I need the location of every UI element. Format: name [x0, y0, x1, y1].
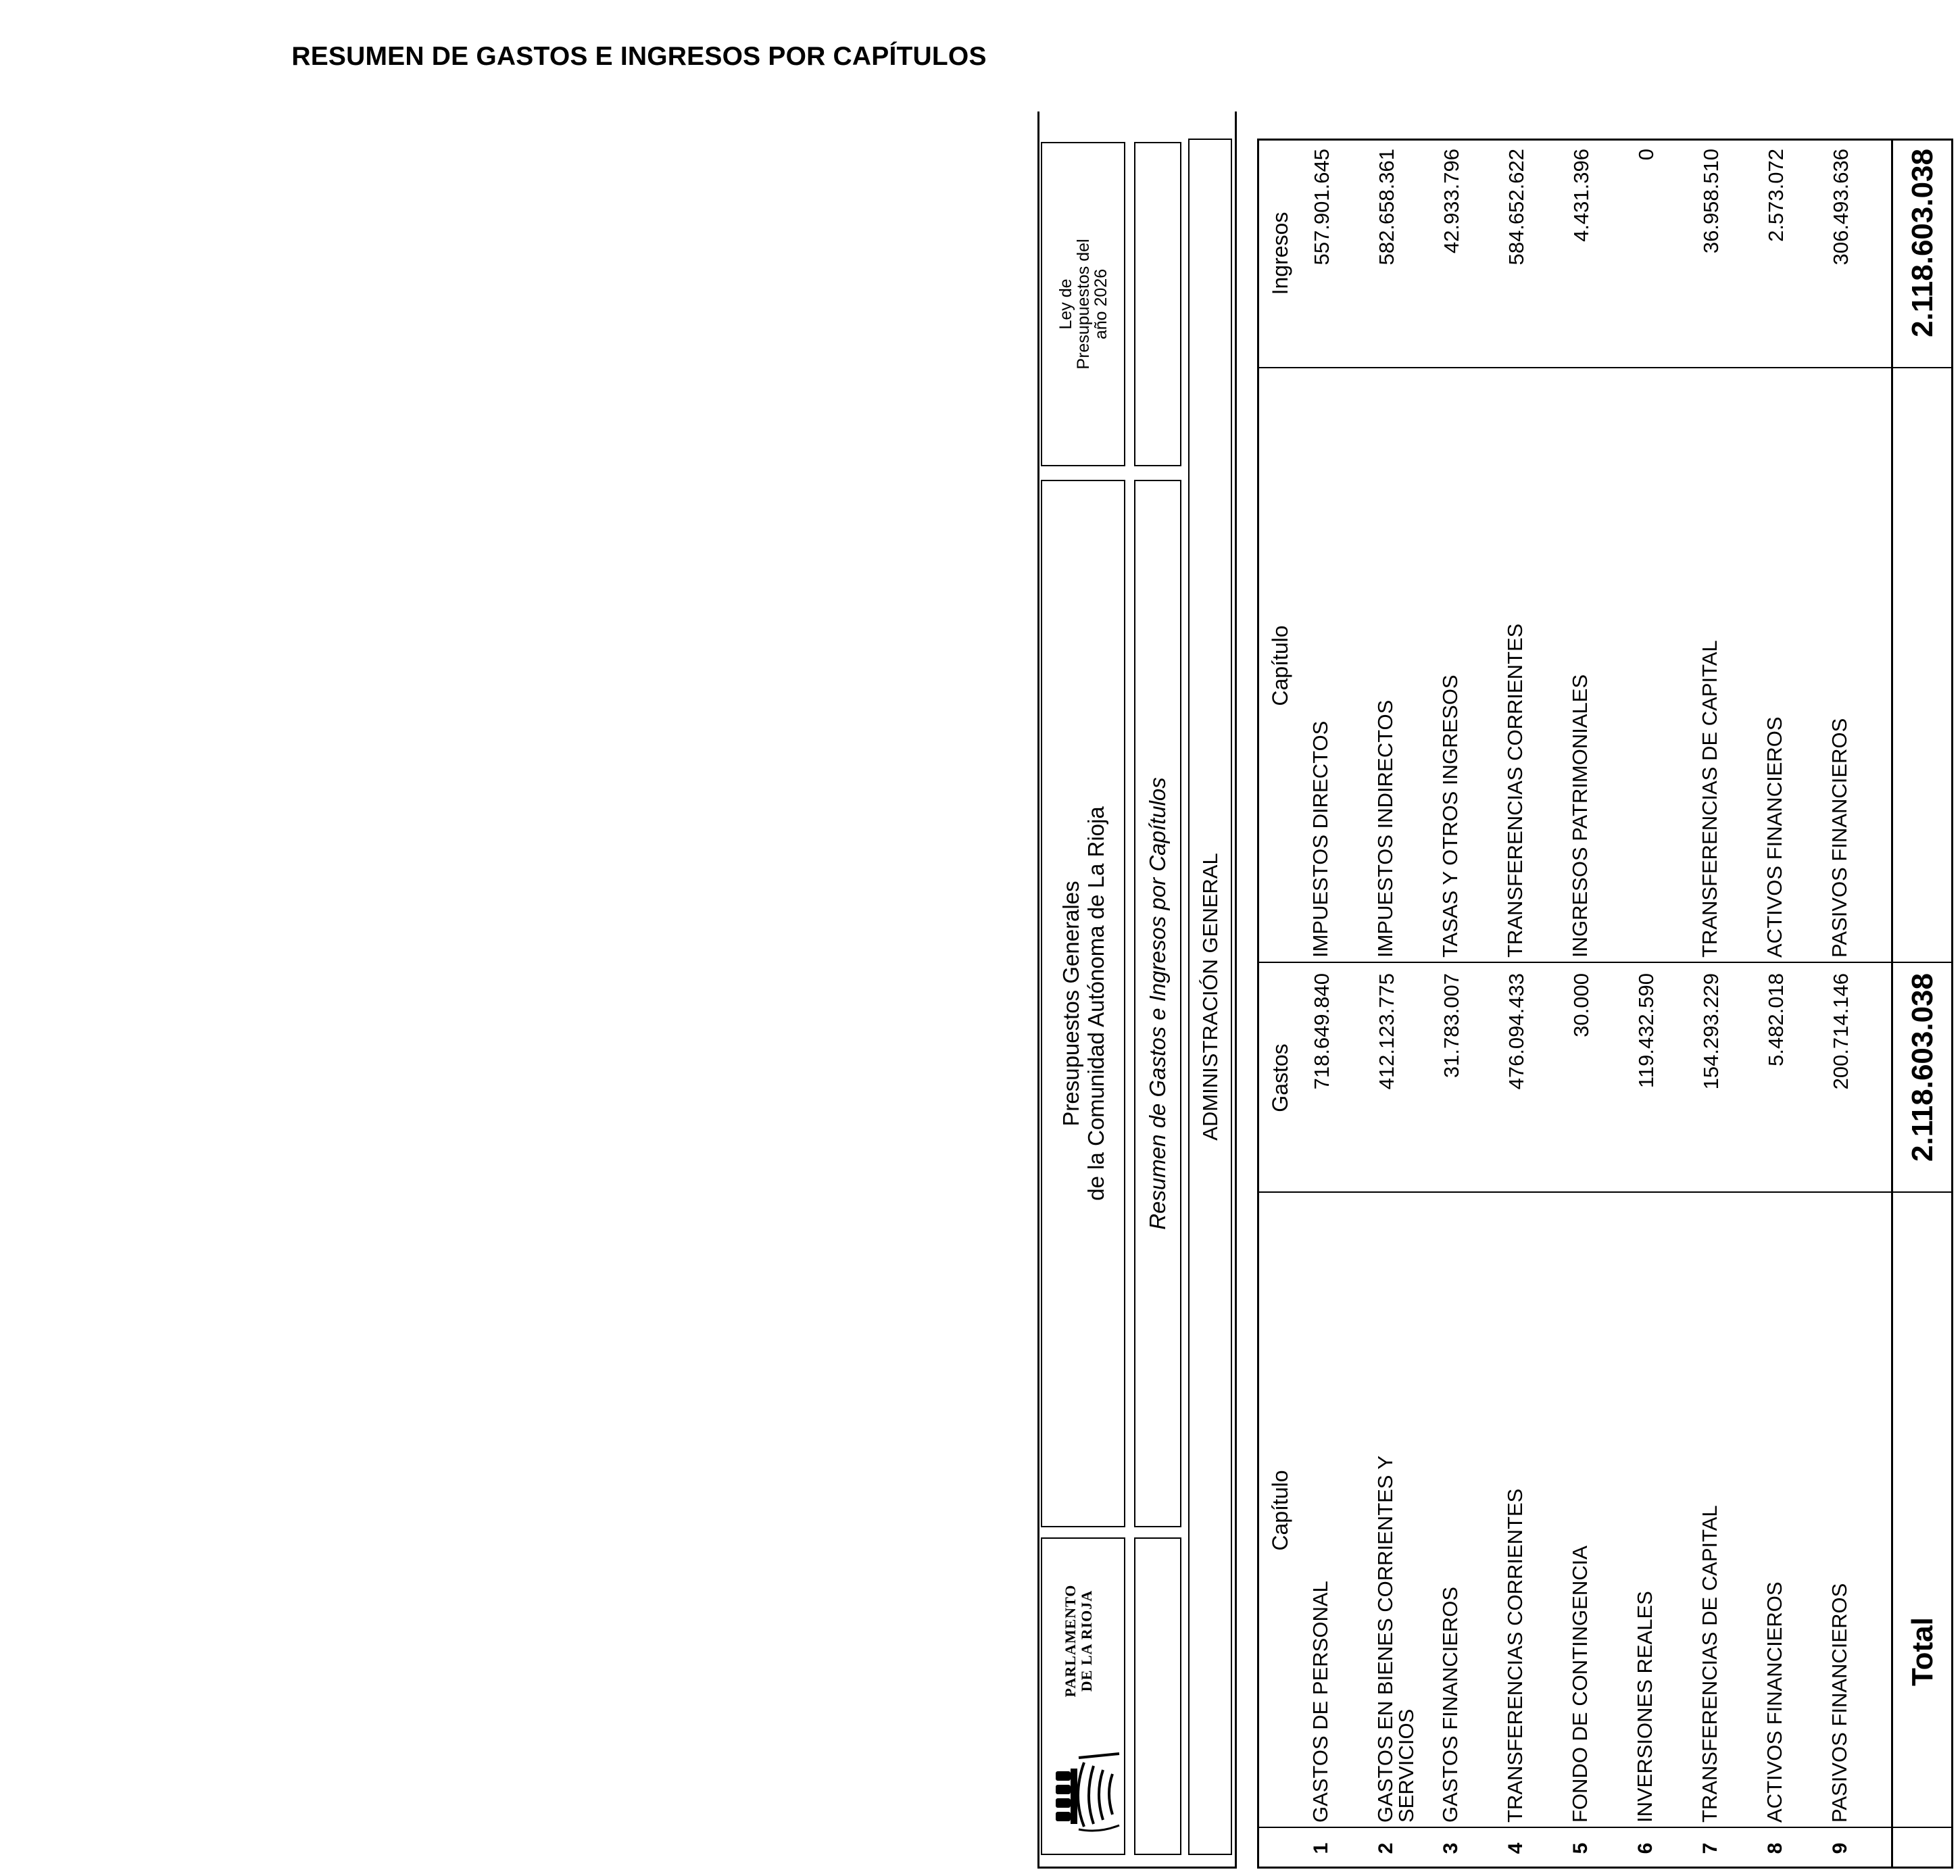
ingresos-value: 36.958.510 [1699, 149, 1723, 254]
column-divider [1259, 962, 1951, 963]
ingresos-value: 2.573.072 [1764, 149, 1788, 242]
col-header-capitulo-ingresos: Capítulo [1267, 625, 1292, 706]
ingresos-value: 0 [1634, 149, 1658, 161]
gastos-value: 31.783.007 [1440, 973, 1463, 1079]
row-number: 8 [1764, 1842, 1786, 1854]
total-gastos: 2.118.603.038 [1906, 973, 1939, 1162]
gastos-value: 718.649.840 [1310, 973, 1333, 1090]
gastos-value: 119.432.590 [1634, 973, 1658, 1089]
row-number: 3 [1440, 1842, 1462, 1854]
subheader-left-box [1134, 1537, 1181, 1855]
budget-sheet [1034, 139, 1960, 1869]
logo-box [1041, 1537, 1125, 1855]
year-line3: año 2026 [1091, 268, 1110, 340]
gasto-capitulo: TRANSFERENCIAS DE CAPITAL [1698, 1505, 1721, 1823]
total-ingresos: 2.118.603.038 [1906, 149, 1939, 337]
year-line2: Presupuestos del [1073, 239, 1093, 370]
ingreso-capitulo: IMPUESTOS INDIRECTOS [1373, 699, 1397, 958]
total-label: Total [1906, 1617, 1939, 1686]
gastos-value: 154.293.229 [1699, 973, 1723, 1090]
year-line1: Ley de [1056, 278, 1075, 330]
logo-text-line2: DE LA RIOJA [1078, 1589, 1095, 1692]
ingreso-capitulo: PASIVOS FINANCIEROS [1828, 718, 1851, 958]
gasto-capitulo: INVERSIONES REALES [1633, 1591, 1657, 1823]
gastos-value: 412.123.775 [1375, 973, 1398, 1090]
col-header-gastos: Gastos [1267, 1043, 1292, 1112]
row-number: 6 [1634, 1842, 1657, 1854]
ingresos-value: 4.431.396 [1569, 149, 1593, 242]
total-divider [1891, 139, 1893, 1869]
gastos-value: 5.482.018 [1764, 973, 1788, 1066]
ingresos-value: 584.652.622 [1504, 149, 1528, 266]
ingresos-value: 582.658.361 [1375, 149, 1398, 266]
logo-text-line1: PARLAMENTO [1062, 1584, 1079, 1698]
gastos-value: 200.714.146 [1829, 973, 1853, 1090]
ingresos-value: 557.901.645 [1310, 149, 1333, 266]
document-subtitle: Resumen de Gastos e Ingresos por Capítulos [1134, 480, 1181, 1527]
gastos-value: 30.000 [1569, 973, 1593, 1037]
row-number: 9 [1829, 1842, 1851, 1854]
ingreso-capitulo: ACTIVOS FINANCIEROS [1763, 716, 1786, 958]
col-header-ingresos: Ingresos [1267, 212, 1292, 295]
ingreso-capitulo: TRANSFERENCIAS DE CAPITAL [1698, 640, 1721, 958]
gasto-capitulo: TRANSFERENCIAS CORRIENTES [1503, 1488, 1527, 1823]
logo-text [1062, 1546, 1095, 1735]
subheader-year-box [1134, 142, 1181, 466]
ingreso-capitulo: TRANSFERENCIAS CORRIENTES [1503, 623, 1527, 958]
row-number: 5 [1569, 1842, 1592, 1854]
ingresos-value: 306.493.636 [1829, 149, 1853, 266]
gastos-value: 476.094.433 [1504, 973, 1528, 1090]
gasto-capitulo: GASTOS DE PERSONAL [1308, 1581, 1332, 1823]
document-title [1041, 480, 1125, 1527]
parliament-crest-icon [1052, 1746, 1127, 1833]
col-header-capitulo-gastos: Capítulo [1267, 1470, 1292, 1551]
ingreso-capitulo: INGRESOS PATRIMONIALES [1568, 674, 1592, 958]
title-line1: Presupuestos Generales [1058, 881, 1083, 1127]
law-year-box [1041, 142, 1125, 466]
gasto-capitulo: ACTIVOS FINANCIEROS [1763, 1581, 1786, 1823]
gasto-capitulo: GASTOS EN BIENES CORRIENTES Y SERVICIOS [1373, 1456, 1418, 1823]
gasto-capitulo: FONDO DE CONTINGENCIA [1568, 1546, 1592, 1823]
page-title: RESUMEN DE GASTOS E INGRESOS POR CAPÍTULOS [291, 42, 987, 71]
ingresos-value: 42.933.796 [1440, 149, 1463, 254]
row-number: 1 [1310, 1842, 1332, 1854]
row-number: 2 [1375, 1842, 1397, 1854]
section-title: ADMINISTRACIÓN GENERAL [1188, 139, 1232, 1855]
ingreso-capitulo: TASAS Y OTROS INGRESOS [1438, 674, 1462, 958]
gasto-capitulo: PASIVOS FINANCIEROS [1828, 1583, 1851, 1823]
row-number: 4 [1504, 1842, 1527, 1854]
gasto-capitulo: GASTOS FINANCIEROS [1438, 1586, 1462, 1823]
ingreso-capitulo: IMPUESTOS DIRECTOS [1308, 720, 1332, 958]
row-number: 7 [1699, 1842, 1721, 1854]
title-line2: de la Comunidad Autónoma de La Rioja [1083, 806, 1108, 1201]
